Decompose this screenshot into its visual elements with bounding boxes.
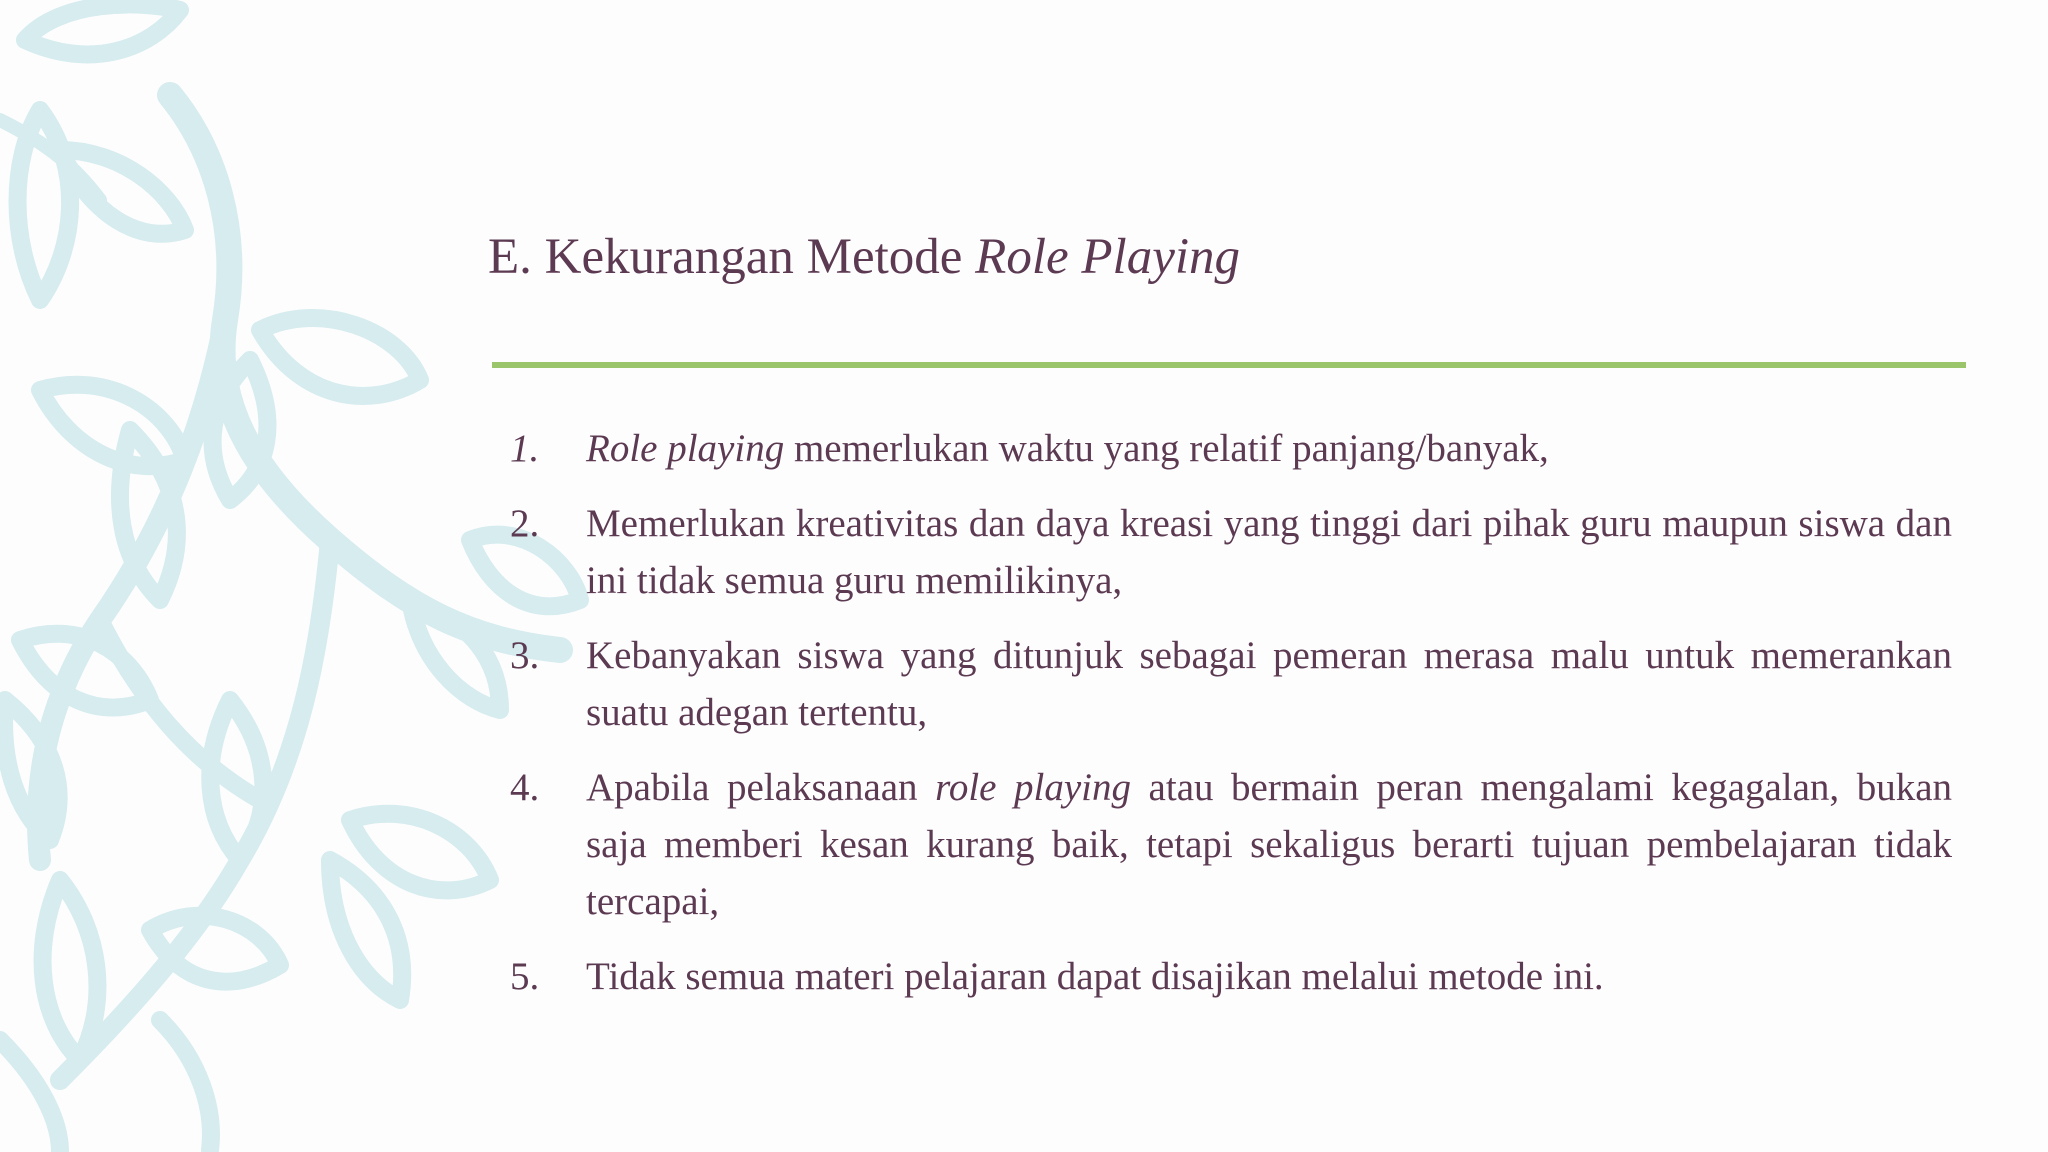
list-item-number: 3. xyxy=(510,634,540,677)
list-item-number: 1. xyxy=(510,427,540,470)
list-item-italic: role playing xyxy=(935,766,1132,809)
slide-title xyxy=(488,228,1240,286)
list-item-number: 4. xyxy=(510,766,540,809)
list-item-text: Tidak semua materi pelajaran dapat disajikan melalui metode ini. xyxy=(586,955,1604,998)
list-item-text: Memerlukan kreativitas dan daya kreasi yang tinggi dari pihak guru maupun siswa dan ini tidak semua guru memilikinya, xyxy=(586,502,1952,602)
list-item xyxy=(500,495,1952,609)
list-item-text: memerlukan waktu yang relatif panjang/banyak, xyxy=(784,427,1549,470)
list-item xyxy=(500,420,1952,477)
title-emphasis: Role Playing xyxy=(975,229,1241,285)
title-prefix: E. Kekurangan Metode xyxy=(488,229,976,285)
list-item-italic: Role playing xyxy=(586,427,785,470)
drawbacks-list xyxy=(500,420,1952,1023)
list-item-text: Kebanyakan siswa yang ditunjuk sebagai pemeran merasa malu untuk memerankan suatu adegan tertentu, xyxy=(586,634,1952,734)
list-item xyxy=(500,759,1952,930)
list-item-number: 2. xyxy=(510,502,540,545)
list-item xyxy=(500,627,1952,741)
list-item-text-before: Apabila pelaksanaan xyxy=(586,766,936,809)
title-divider xyxy=(492,362,1966,368)
list-item xyxy=(500,948,1952,1005)
list-item-text-after: atau bermain peran mengalami kegagalan, bukan saja memberi kesan kurang baik, tetapi sekaligus berarti tujuan pembelajaran tidak tercapai, xyxy=(586,766,1953,923)
list-item-number: 5. xyxy=(510,955,540,998)
